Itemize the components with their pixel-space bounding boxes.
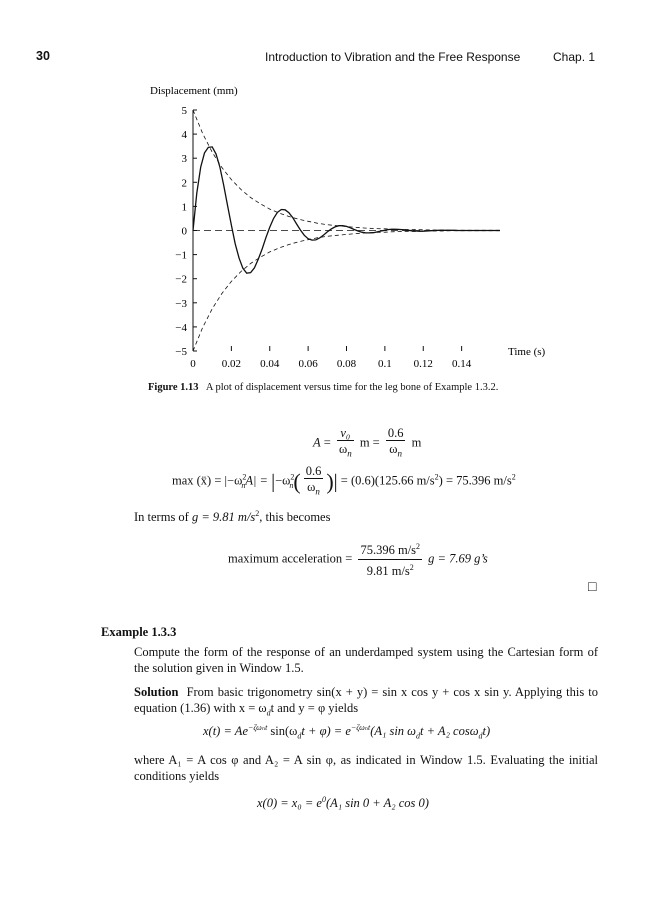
solution-text-2: t and y = φ yields [270,701,359,715]
series-upper-envelope [193,110,500,230]
eq-x-lhs: x(t) = Ae [203,724,248,739]
sub-n-2: n [397,448,403,459]
eq-x-end2: t + A₂ cosω [420,724,479,739]
y-tick-label: 5 [181,105,187,117]
y-tick-label: 2 [181,177,187,190]
fraction-accel [358,540,422,579]
frac-num-accel: 75.396 m/s [360,543,417,558]
frac-num-v0: v₀ [337,426,354,441]
y-tick-label: 1 [181,201,187,214]
y-axis-label: Displacement (mm) [150,85,238,97]
eq-x0-exp: 0 [321,795,326,804]
equation-x-t [203,723,490,741]
sq-5: 2 [255,509,260,518]
sq-7: 2 [409,563,414,573]
text-g-pre: In terms of [134,510,192,525]
running-title: Introduction to Vibration and the Free Response [265,50,521,64]
sub-d-4: d [478,731,483,741]
eq-x-exp-2: −ζωₙt [350,723,371,732]
solution-text-1: From basic trigonometry sin(x + y) = sin x cos y + cos x sin y. Applying this to equation (1.36) with x = ω [134,685,599,715]
frac-den-omega-2: ω [389,442,398,456]
eq-x-end: (A₁ sin ω [370,724,416,739]
figure-caption-text: A plot of displacement versus time for the leg bone of Example 1.3.2. [205,382,499,393]
y-tick-label: −3 [175,297,187,310]
x-tick-label: 0.1 [378,358,392,370]
example-title: Example 1.3.3 [101,625,177,639]
solution-paragraph [134,684,598,722]
sq-6: 2 [416,542,421,551]
page-number: 30 [36,49,50,63]
series-displacement [193,147,500,273]
x-tick-label: 0.12 [413,358,433,370]
sq-4: 2 [511,472,516,482]
frac-num-06: 0.6 [387,426,404,440]
y-tick-label: −2 [175,273,187,286]
where-block [134,752,598,784]
x-tick-label: 0.14 [452,358,472,370]
unit-m-1: m [359,435,370,450]
frac-num-06-2: 0.6 [305,464,322,478]
x-axis-label: Time (s) [508,346,546,358]
eq-accel-result: g = 7.69 g’s [428,551,488,566]
equation-x-0 [257,795,429,811]
solution-block [134,684,598,722]
eq-max-result-end: ) = 75.396 m/s [438,473,512,488]
equation-max-acceleration: max (ẍ) = $|-\omega^2_nA| = |-\omega^2_n$( $\frac{0.6}{\omega_n}$ )| = (0.6)(125.66 $m/s^2) = 75.396$ $m/s^2$ [172,464,516,500]
eq-x0-end: (A₁ sin 0 + A₂ cos 0) [325,796,429,811]
text-g-post: , this becomes [259,510,331,525]
y-tick-label: −1 [175,249,187,262]
y-tick-label: 4 [181,129,187,142]
sub-n-3: n [241,481,246,491]
where-paragraph: where A₁ = A cos φ and A₂ = A sin φ, as indicated in Window 1.5. Evaluating the initial conditions yields [134,753,598,783]
sub-d-2: d [297,731,302,741]
eq-max-result: = (0.6)(125.66 m/s [340,473,435,488]
sq-2: 2 [290,472,295,482]
fraction-06-wn-2 [304,464,324,500]
sub-d-3: d [416,731,420,741]
series-lower-envelope [193,231,500,351]
chart-series [193,110,500,351]
y-tick-label: −5 [175,346,187,358]
eq-x-mid: sin(ω [267,724,298,739]
x-axis-ticks [190,346,472,370]
figure-caption [148,382,498,393]
eq-x-mid2: t + φ) = e [301,724,351,739]
chapter-label: Chap. 1 [553,50,596,64]
sub-d-1: d [266,708,271,718]
equation-maximum-acceleration-g [228,540,488,579]
x-tick-label: 0.02 [221,358,241,370]
sub-n-4: n [289,481,294,491]
displacement-chart [0,0,647,380]
fraction-06-wn [386,426,406,462]
unit-m-2: m [411,435,422,450]
sq-3: 2 [434,472,439,482]
x-tick-label: 0 [190,358,196,370]
eq-x0-lhs: x(0) = x₀ = e [257,796,322,811]
x-tick-label: 0.06 [298,358,318,370]
example-statement-block [134,644,598,676]
x-tick-label: 0.08 [336,358,357,370]
eq-a-lhs: A [313,435,321,450]
sub-n-5: n [315,486,320,497]
y-tick-label: −4 [175,321,187,334]
sub-n: n [347,448,352,459]
qed-box: □ [588,580,597,595]
fraction-v0-wn [337,426,354,462]
y-tick-label: 3 [181,153,187,166]
y-tick-label: 0 [181,225,187,238]
frac-den-omega: ω [338,442,348,456]
x-tick-label: 0.04 [260,358,280,370]
text-g-eq: g = 9.81 m/s [191,510,256,525]
sq-1: 2 [242,472,247,482]
solution-label: Solution [134,685,179,699]
eq-max-omega: −ω [275,473,291,488]
equation-amplitude: A = $\frac{\text{v₀}}{\omega_n}$ m = $\frac{0.6}{\omega_n}$ m [313,426,421,462]
text-in-terms-of-g [134,509,330,525]
eq-max-lhs: max (ẍ) = |−ω [172,473,243,488]
eq-max-lhs-rest: A| = [245,473,268,488]
eq-x-exp-1: −ζωₙt [248,723,268,732]
eq-x-close: t) [482,724,491,739]
example-statement: Compute the form of the response of an underdamped system using the Cartesian form of the solution given in Window 1.5. [134,645,598,675]
frac-den-accel: 9.81 m/s [366,564,410,579]
frac-den-omega-3: ω [307,480,316,494]
figure-label: Figure 1.13 [148,382,199,393]
eq-accel-lhs: maximum acceleration = [228,551,353,566]
y-axis-ticks [175,105,197,358]
